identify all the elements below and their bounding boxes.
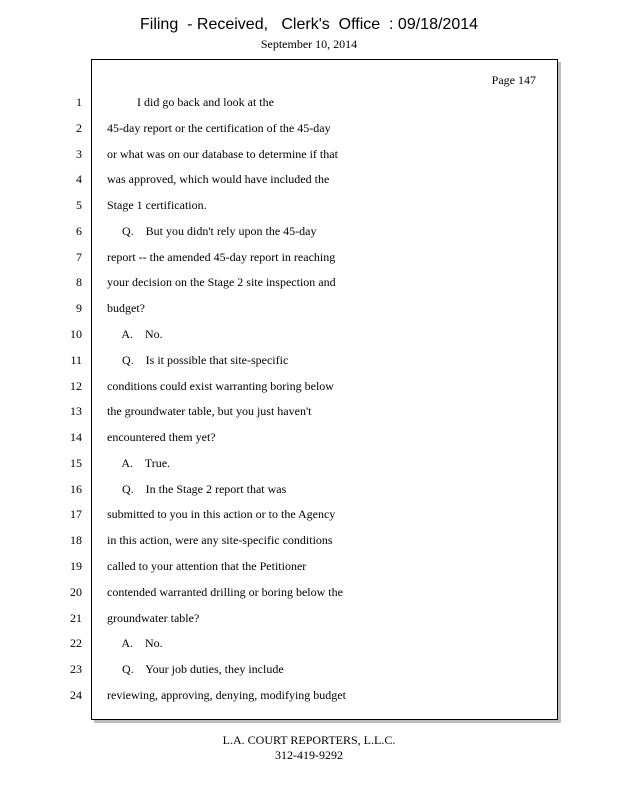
line-text: budget? — [107, 301, 145, 316]
transcript-line — [0, 611, 618, 629]
line-number: 22 — [70, 636, 82, 651]
line-number: 15 — [70, 455, 82, 470]
transcript-line — [0, 636, 618, 654]
line-number: 4 — [76, 172, 82, 187]
line-number: 1 — [76, 95, 82, 109]
line-number: 5 — [76, 198, 82, 213]
transcript-line — [0, 585, 618, 603]
transcript-line — [0, 533, 618, 551]
line-number: 8 — [76, 275, 82, 290]
deposition-date: September 10, 2014 — [260, 37, 358, 51]
line-text: called to your attention that the Petitioner — [107, 559, 307, 574]
line-number: 16 — [70, 481, 82, 496]
line-text: Q. But you didn't rely upon the 45-day — [107, 223, 317, 238]
page-number: Page 147 — [491, 73, 536, 87]
line-number: 11 — [70, 352, 82, 367]
line-number: 10 — [70, 327, 82, 342]
filing-stamp: Filing - Received, Clerk's Office : 09/18/2014 — [139, 16, 479, 33]
transcript-line — [0, 301, 618, 319]
line-text: your decision on the Stage 2 site inspection and — [107, 275, 336, 290]
line-text: Q. In the Stage 2 report that was — [107, 481, 287, 496]
transcript-line — [0, 379, 618, 397]
line-text: conditions could exist warranting boring below — [107, 378, 334, 393]
transcript-line — [0, 482, 618, 500]
transcript-line — [0, 688, 618, 706]
line-number: 9 — [76, 301, 82, 316]
line-number: 6 — [76, 223, 82, 238]
line-text: was approved, which would have included the — [107, 172, 330, 187]
transcript-line — [0, 121, 618, 139]
line-number: 24 — [70, 687, 82, 702]
line-number: 2 — [76, 120, 82, 135]
line-text: reviewing, approving, denying, modifying budget — [107, 687, 346, 702]
transcript-line — [0, 456, 618, 474]
line-number: 13 — [70, 404, 82, 419]
line-number: 17 — [70, 507, 82, 522]
line-text: 45-day report or the certification of the 45-day — [107, 120, 331, 135]
transcript-line — [0, 147, 618, 165]
line-text: A. No. — [107, 636, 163, 651]
footer-company: L.A. COURT REPORTERS, L.L.C. — [222, 733, 396, 747]
line-text: the groundwater table, but you just haven't — [107, 404, 312, 419]
transcript-line — [0, 430, 618, 448]
line-number: 20 — [70, 584, 82, 599]
transcript-line — [0, 327, 618, 345]
line-number: 7 — [76, 249, 82, 264]
transcript-line — [0, 172, 618, 190]
line-text: contended warranted drilling or boring below the — [107, 584, 343, 599]
line-number: 18 — [70, 533, 82, 548]
line-number: 19 — [70, 559, 82, 574]
line-number: 12 — [70, 378, 82, 393]
line-text: I did go back and look at the — [107, 95, 274, 109]
line-text: Stage 1 certification. — [107, 198, 207, 213]
transcript-line — [0, 507, 618, 525]
line-text: Q. Is it possible that site-specific — [107, 352, 289, 367]
transcript-line — [0, 198, 618, 216]
line-text: encountered them yet? — [107, 430, 216, 445]
line-number: 21 — [70, 610, 82, 625]
line-number: 23 — [70, 662, 82, 677]
transcript-line — [0, 95, 618, 113]
line-text: report -- the amended 45-day report in reaching — [107, 249, 336, 264]
transcript-line — [0, 662, 618, 680]
line-text: groundwater table? — [107, 610, 200, 625]
transcript-line — [0, 224, 618, 242]
transcript-line — [0, 404, 618, 422]
transcript-line — [0, 250, 618, 268]
transcript-line — [0, 275, 618, 293]
footer-phone: 312-419-9292 — [275, 748, 343, 762]
line-text: A. No. — [107, 327, 163, 342]
line-text: A. True. — [107, 455, 171, 470]
line-text: Q. Your job duties, they include — [107, 662, 284, 677]
transcript-line — [0, 353, 618, 371]
line-text: submitted to you in this action or to the Agency — [107, 507, 336, 522]
line-text: or what was on our database to determine if that — [107, 146, 338, 161]
line-number: 3 — [76, 146, 82, 161]
line-number: 14 — [70, 430, 82, 445]
transcript-line — [0, 559, 618, 577]
line-text: in this action, were any site-specific conditions — [107, 533, 333, 548]
